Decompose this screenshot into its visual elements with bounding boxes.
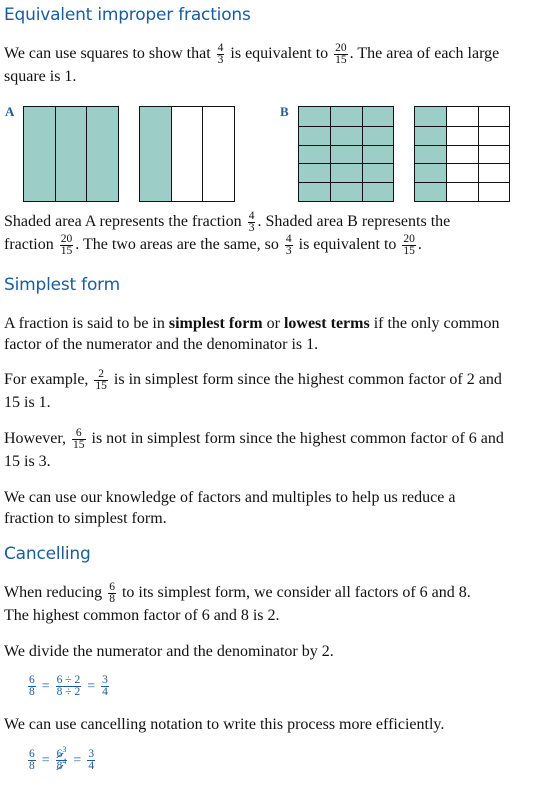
denominator: 4 xyxy=(102,686,108,698)
text: . Shaded area B represents the xyxy=(257,213,451,231)
text: 15 is 1. xyxy=(4,394,51,411)
grid-cell-shaded xyxy=(299,182,330,201)
text: to its simplest form, we consider all factors of 6 and 8. xyxy=(117,584,471,602)
text: 15 is 3. xyxy=(4,453,51,470)
text: is in simplest form since the highest common factor of 2 and xyxy=(109,371,502,389)
equals-sign: = xyxy=(87,678,96,694)
text: . The area of each large xyxy=(349,45,500,63)
heading-cancelling: Cancelling xyxy=(4,544,91,564)
fraction-6-8 xyxy=(108,582,116,605)
grid-cell-unshaded xyxy=(446,163,477,182)
grid-cell-shaded xyxy=(362,182,393,201)
numerator: 4 xyxy=(217,42,224,54)
struck-digit: 6 xyxy=(56,748,63,760)
paragraph-divide: We divide the numerator and the denominator by 2. xyxy=(4,643,334,660)
grid-cell-shaded xyxy=(299,145,330,164)
heading-equivalent-improper-fractions: Equivalent improper fractions xyxy=(4,5,251,25)
fraction-3-4 xyxy=(101,675,109,698)
denominator: 3 xyxy=(217,54,224,66)
denominator: 15 xyxy=(73,439,85,451)
numerator: 2 xyxy=(98,368,105,380)
grid-cell-shaded xyxy=(362,126,393,145)
text: is not in simplest form since the highest common factor of 6 and xyxy=(87,430,504,448)
fraction-6-15 xyxy=(72,428,86,451)
grid-cell-unshaded xyxy=(446,107,477,126)
grid-cell-shaded xyxy=(299,107,330,126)
grid-cell-unshaded xyxy=(446,145,477,164)
superscript: 4 xyxy=(62,757,67,767)
superscript: 3 xyxy=(62,745,67,755)
grid-cell-shaded xyxy=(415,182,446,201)
grid-cell-unshaded xyxy=(478,163,509,182)
text: is equivalent to xyxy=(294,236,401,254)
equals-sign: = xyxy=(73,752,82,768)
grid-cell-unshaded xyxy=(446,182,477,201)
fraction-20-15 xyxy=(334,43,348,66)
text: is equivalent to xyxy=(226,45,333,63)
term-lowest-terms: lowest terms xyxy=(283,315,370,332)
grid-cell-shaded xyxy=(415,163,446,182)
grid-cell-unshaded xyxy=(446,126,477,145)
fraction-6-8 xyxy=(28,749,36,772)
denominator: 15 xyxy=(60,245,73,257)
grid-cell-shaded xyxy=(415,107,446,126)
text: fraction to simplest form. xyxy=(4,510,167,527)
equation-cancelling xyxy=(26,745,97,772)
square-b1-fully-shaded-grid xyxy=(298,106,394,202)
text: Shaded area A represents the fraction xyxy=(4,213,246,231)
fraction-20-15 xyxy=(402,234,416,257)
numerator: 6 ÷ 2 xyxy=(56,674,81,686)
paragraph-definition xyxy=(4,313,544,355)
numerator: 20 xyxy=(403,233,415,245)
column-shaded xyxy=(24,107,55,201)
denominator: 15 xyxy=(335,54,347,66)
grid-cell-shaded xyxy=(362,145,393,164)
struck-digit: 8 xyxy=(56,760,63,772)
text: However, xyxy=(4,430,70,448)
paragraph-example xyxy=(4,369,544,413)
term-simplest-form: simplest form xyxy=(168,315,263,332)
grid-cell-unshaded xyxy=(478,107,509,126)
paragraph-however xyxy=(4,428,544,472)
column-unshaded xyxy=(171,107,203,201)
text: We can use our knowledge of factors and multiples to help us reduce a xyxy=(4,489,456,506)
column-shaded xyxy=(55,107,87,201)
square-a2-one-third-shaded xyxy=(139,106,235,202)
numerator: 4 xyxy=(285,233,292,245)
paragraph-intro xyxy=(4,43,544,87)
label-b: B xyxy=(280,104,289,119)
equals-sign: = xyxy=(41,678,50,694)
fraction-divided xyxy=(56,675,82,698)
cancelled-denominator xyxy=(56,757,68,772)
paragraph-notation: We can use cancelling notation to write this process more efficiently. xyxy=(4,716,445,733)
grid-cell-shaded xyxy=(330,107,361,126)
text: . The two areas are the same, so xyxy=(75,236,283,254)
grid-cell-unshaded xyxy=(478,126,509,145)
numerator: 20 xyxy=(60,233,73,245)
grid-cell-shaded xyxy=(362,163,393,182)
numerator: 3 xyxy=(102,674,108,686)
text: fraction xyxy=(4,236,58,254)
grid-cell-shaded xyxy=(330,126,361,145)
denominator: 15 xyxy=(95,380,107,392)
text: factor of the numerator and the denominator is 1. xyxy=(4,336,319,353)
grid-cell-shaded xyxy=(330,163,361,182)
text: or xyxy=(262,315,284,332)
fraction-2-15 xyxy=(94,369,108,392)
fraction-20-15 xyxy=(60,234,74,257)
fraction-6-8 xyxy=(28,675,36,698)
paragraph-knowledge xyxy=(4,487,544,529)
paragraph-shaded-areas xyxy=(4,211,544,257)
grid-cell-unshaded xyxy=(478,145,509,164)
grid-cell-shaded xyxy=(362,107,393,126)
fraction-4-3 xyxy=(248,211,256,234)
column-shaded xyxy=(140,107,171,201)
text: The highest common factor of 6 and 8 is 2. xyxy=(4,607,280,624)
grid-cell-shaded xyxy=(415,126,446,145)
grid-cell-unshaded xyxy=(478,182,509,201)
text: We can use squares to show that xyxy=(4,45,215,63)
text: When reducing xyxy=(4,584,107,602)
grid-cell-shaded xyxy=(330,182,361,201)
numerator: 3 xyxy=(88,748,95,760)
label-a: A xyxy=(5,104,15,119)
text: square is 1. xyxy=(4,68,77,85)
denominator: 8 xyxy=(29,760,35,772)
denominator: 3 xyxy=(248,222,255,234)
equation-divide-by-2 xyxy=(26,675,111,698)
fraction-3-4 xyxy=(87,749,95,772)
fraction-cancelled xyxy=(56,745,68,772)
paragraph-reduce xyxy=(4,582,544,626)
column-shaded xyxy=(86,107,118,201)
square-b2-partly-shaded-grid xyxy=(414,106,510,202)
grid-cell-shaded xyxy=(330,145,361,164)
denominator: 4 xyxy=(88,760,95,772)
grid-cell-shaded xyxy=(415,145,446,164)
grid-cell-shaded xyxy=(299,163,330,182)
numerator: 6 xyxy=(29,674,35,686)
numerator: 6 xyxy=(75,427,82,439)
text: . xyxy=(417,236,422,254)
square-a1-fully-shaded xyxy=(23,106,119,202)
equals-sign: = xyxy=(41,752,50,768)
denominator: 3 xyxy=(285,245,292,257)
numerator: 6 xyxy=(109,581,115,593)
numerator: 6 xyxy=(29,748,35,760)
denominator: 8 ÷ 2 xyxy=(56,686,81,698)
fraction-4-3 xyxy=(285,234,293,257)
fraction-4-3 xyxy=(217,43,225,66)
numerator: 20 xyxy=(335,42,347,54)
denominator: 8 xyxy=(109,593,115,605)
column-unshaded xyxy=(202,107,234,201)
denominator: 8 xyxy=(29,686,35,698)
denominator: 15 xyxy=(403,245,415,257)
numerator: 4 xyxy=(248,210,255,222)
text: A fraction is said to be in xyxy=(4,315,169,332)
grid-cell-shaded xyxy=(299,126,330,145)
text: For example, xyxy=(4,371,93,389)
heading-simplest-form: Simplest form xyxy=(4,275,121,295)
text: if the only common xyxy=(369,315,500,332)
